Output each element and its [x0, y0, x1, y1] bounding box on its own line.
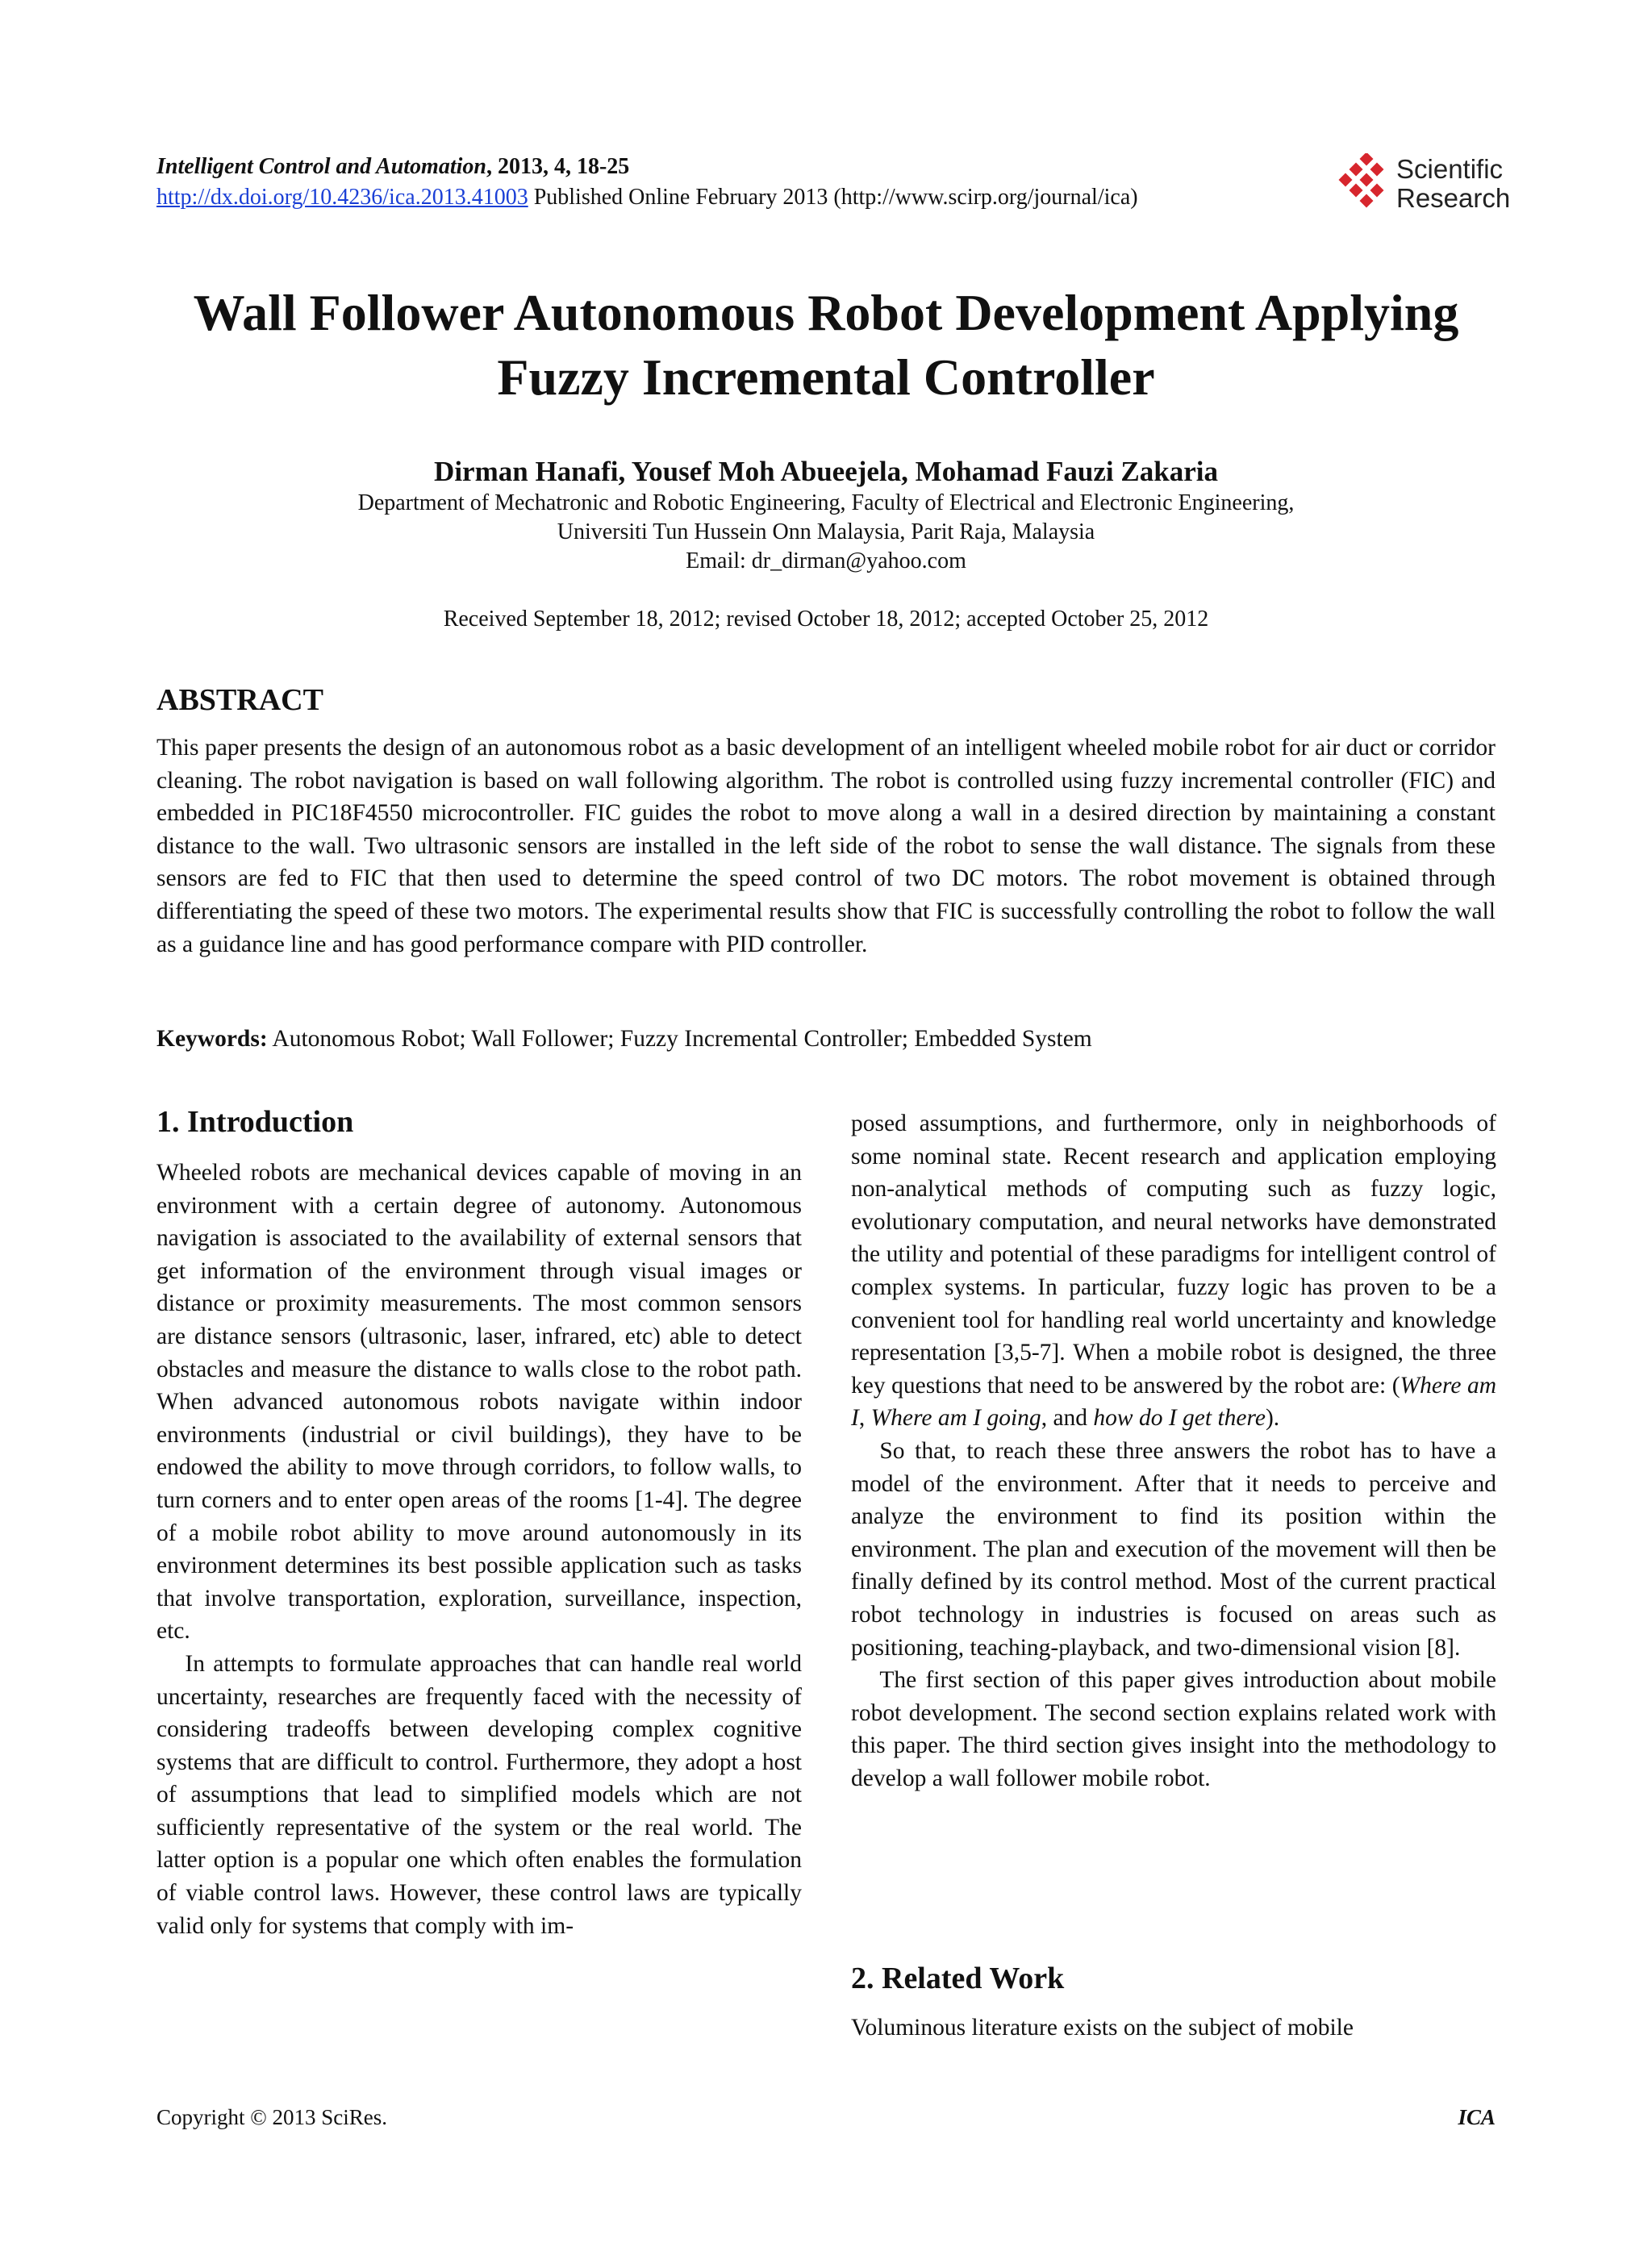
scientific-research-logo: [1335, 153, 1511, 218]
right-paragraph-2: So that, to reach these three answers the robot has to have a model of the environment. After that it needs to perceive and analyze the environment to find its position within the environment. The plan and execution of the movement will then be finally defined by its control method. Most of the current practical robot technology in industries is focused on areas such as positioning, teaching-playback, and two-dimensional vision [8].: [851, 1437, 1496, 1661]
question-separator-2: , and: [1041, 1405, 1094, 1432]
footer-copyright: Copyright © 2013 SciRes.: [156, 2105, 388, 2129]
published-info: Published Online February 2013 (http://www.scirp.org/journal/ica): [528, 185, 1138, 210]
journal-citation: [156, 153, 629, 181]
intro-paragraph-2: In attempts to formulate approaches that can handle real world uncertainty, researches are frequently faced with the necessity of considering tradeoffs between developing complex cognitive systems that are difficult to control. Furthermore, they adopt a host of assumptions that lead to simplified models which are not sufficiently representative of the system or the real world. The latter option is a popular one which often enables the formulation of viable control laws. However, these control laws are typically valid only for systems that comply with im-: [156, 1650, 802, 1939]
left-column: [156, 1157, 802, 1942]
keywords: [156, 1023, 1496, 1055]
affiliation-line-1: Department of Mechatronic and Robotic Engineering, Faculty of Electrical and Electronic Engineering,: [357, 490, 1295, 515]
received-dates: Received September 18, 2012; revised October 18, 2012; accepted October 25, 2012: [443, 607, 1209, 632]
paper-title: [156, 281, 1496, 410]
logo-line-2: Research: [1396, 183, 1511, 213]
journal-volume: , 2013, 4, 18-25: [486, 154, 630, 179]
keywords-label: Keywords:: [156, 1026, 268, 1052]
question-separator-1: ,: [858, 1405, 871, 1432]
journal-name: Intelligent Control and Automation: [156, 154, 486, 179]
related-work-paragraph: Voluminous literature exists on the subject of mobile: [851, 2015, 1354, 2041]
right-paragraph-1-text: posed assumptions, and furthermore, only in neighborhoods of some nominal state. Recent research and application employing non-analytical methods of computing such as fuzzy logic, evolutionary computation, and neural networks have demonstrated the utility and potential of these paradigms for intelligent control of complex systems. In particular, fuzzy logic has proven to be a convenient tool for handling real world uncertainty and knowledge representation [3,5-7]. When a mobile robot is designed, the three key questions that need to be answered by the robot are: (: [851, 1111, 1496, 1399]
abstract-heading: ABSTRACT: [156, 683, 323, 717]
right-paragraph-1: [851, 1107, 1496, 1435]
logo-line-1: Scientific: [1396, 154, 1504, 184]
authors: Dirman Hanafi, Yousef Moh Abueejela, Mohamad Fauzi Zakaria: [434, 456, 1218, 487]
affiliation: [156, 489, 1496, 576]
author-email: Email: dr_dirman@yahoo.com: [686, 548, 966, 573]
question-where-going: Where am I going: [870, 1405, 1041, 1432]
affiliation-line-2: Universiti Tun Hussein Onn Malaysia, Parit Raja, Malaysia: [557, 519, 1095, 544]
right-column: [851, 1107, 1496, 1795]
right-paragraph-3: The first section of this paper gives introduction about mobile robot development. The second section explains related work with this paper. The third section gives insight into the methodology to develop a wall follower mobile robot.: [851, 1667, 1496, 1791]
abstract-text: This paper presents the design of an autonomous robot as a basic development of an intelligent wheeled mobile robot for air duct or corridor cleaning. The robot navigation is based on wall following algorithm. The robot is controlled using fuzzy incremental controller (FIC) and embedded in PIC18F4550 microcontroller. FIC guides the robot to move along a wall in a desired direction by maintaining a constant distance to the wall. Two ultrasonic sensors are installed in the left side of the robot to sense the wall distance. The signals from these sensors are fed to FIC that then used to determine the speed control of two DC motors. The robot movement is obtained through differentiating the speed of these two motors. The experimental results show that FIC is successfully controlling the robot to follow the wall as a guidance line and has good performance compare with PID controller.: [156, 735, 1496, 957]
logo-text: [1396, 155, 1510, 213]
title-line-1: Wall Follower Autonomous Robot Development Applying: [193, 284, 1459, 341]
section-heading-related-work: 2. Related Work: [851, 1962, 1065, 1995]
doi-link[interactable]: http://dx.doi.org/10.4236/ica.2013.41003: [156, 185, 528, 210]
footer-journal: ICA: [1458, 2105, 1496, 2129]
doi-line: [156, 184, 1138, 211]
question-where-am-i: Where am I: [851, 1372, 1497, 1432]
diamond-cluster-icon: [1335, 153, 1393, 211]
keywords-text: Autonomous Robot; Wall Follower; Fuzzy Incremental Controller; Embedded System: [267, 1026, 1092, 1052]
question-how-get-there: how do I get there: [1093, 1405, 1266, 1432]
intro-paragraph-1: Wheeled robots are mechanical devices capable of moving in an environment with a certain degree of autonomy. Autonomous navigation is associated to the availability of external sensors that get information of the environment through visual images or distance or proximity measurements. The most common sensors are distance sensors (ultrasonic, laser, infrared, etc) able to detect obstacles and measure the distance to walls close to the robot path. When advanced autonomous robots navigate within indoor environments (industrial or civil buildings), they have to be endowed the ability to move through corridors, to follow walls, to turn corners and to enter open areas of the rooms [1-4]. The degree of a mobile robot ability to move around autonomously in its environment determines its best possible application such as tasks that involve transportation, exploration, surveillance, inspection, etc.: [156, 1160, 802, 1645]
right-paragraph-1-end: ).: [1265, 1405, 1280, 1432]
section-heading-introduction: 1. Introduction: [156, 1105, 354, 1139]
title-line-2: Fuzzy Incremental Controller: [497, 348, 1155, 406]
